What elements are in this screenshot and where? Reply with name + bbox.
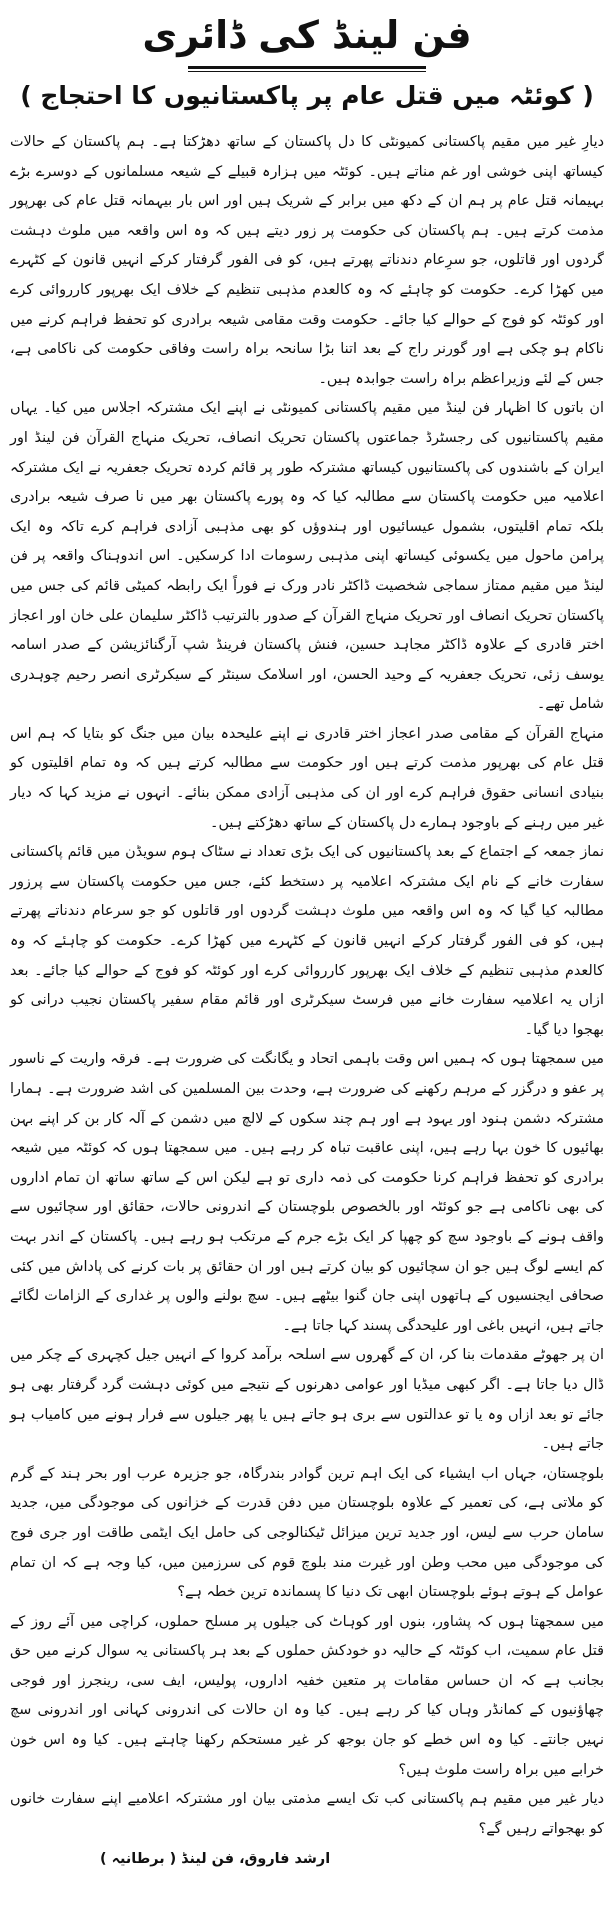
paragraph-3: منہاج القرآن کے مقامی صدر اعجاز اختر قادری نے اپنے علیحدہ بیان میں جنگ کو بتایا کہ ہم اس قتل عام کی بھرپور مذمت کرتے ہیں اور حکومت سے مطالبہ کرتے ہیں کہ وہ تمام اقلیتوں کو بنیادی انسانی حقوق فراہم کرے اور ان کی مذہبی آزادی ممکن بنائے۔ انہوں نے مزید کہا کہ دیار غیر میں رہنے کے باوجود ہمارے دل پاکستان کے ساتھ دھڑکتے ہیں۔ bbox=[10, 725, 604, 831]
paragraph-7: بلوچستان، جہاں اب ایشیاء کی ایک اہم ترین گوادر بندرگاہ، جو جزیرہ عرب اور بحر ہند کے گرم کو ملاتی ہے، کی تعمیر کے علاوہ بلوچستان میں دفن قدرت کے خزانوں کی موجودگی میں، جدید سامان حرب سے لیس، اور جدید ترین میزائل ٹیکنالوجی کی حامل ایک ایٹمی طاقت اور جری فوج کی موجودگی میں محب وطن اور غیرت مند بلوچ قوم کی سرزمین میں، کیا وجہ ہے کہ ان تمام عوامل کے ہوتے ہوئے بلوچستان ابھی تک دنیا کا پسماندہ ترین خطہ ہے؟ bbox=[10, 1465, 604, 1601]
article-body bbox=[10, 128, 604, 1844]
article-headline: ( کوئٹہ میں قتل عام پر پاکستانیوں کا احتجاج ) bbox=[20, 81, 594, 110]
paragraph-4: نماز جمعہ کے اجتماع کے بعد پاکستانیوں کی ایک بڑی تعداد نے سٹاک ہوم سویڈن میں قائم پاکستانی سفارت خانے کے نام ایک مشترکہ اعلامیہ پر دستخط کئے، جس میں حکومت پاکستان سے پرزور مطالبہ کیا گیا کہ وہ اس واقعہ میں ملوث دہشت گردوں اور قاتلوں کو جو سرعام دندناتے پھرتے ہیں، کو فی الفور گرفتار کرکے انہیں قانون کے کٹہرے میں کھڑا کرے۔ حکومت کو چاہئے کہ وہ کالعدم مذہبی تنظیم کے خلاف ایک بھرپور کارروائی کرے اور کوئٹہ کو فوج کے حوالے کیا جائے۔ بعد ازاں یہ اعلامیہ سفارت خانے میں فرسٹ سیکرٹری اور قائم مقام سفیر پاکستان نجیب درانی کو بھجوا دیا گیا۔ bbox=[10, 844, 604, 1038]
paragraph-9: دیار غیر میں مقیم ہم پاکستانی کب تک ایسے مذمتی بیان اور مشترکہ اعلامیے اپنے سفارت خانوں کو بھجواتے رہیں گے؟ bbox=[10, 1791, 604, 1837]
column-title: فن لینڈ کی ڈائری bbox=[142, 13, 472, 57]
paragraph-2: ان باتوں کا اظہار فن لینڈ میں مقیم پاکستانی کمیونٹی نے اپنے ایک مشترکہ اجلاس میں کیا۔ یہاں مقیم پاکستانیوں کی رجسٹرڈ جماعتوں پاکستان تحریک انصاف، تحریک منہاج القرآن فن لینڈ اور ایران کے باشندوں کی پاکستانیوں کیساتھ مشترکہ طور پر قائم کردہ تحریک جعفریہ نے ایک مشترکہ اعلامیہ میں حکومت پاکستان سے مطالبہ کیا کہ وہ پورے پاکستان بھر میں نا صرف شیعہ برادری بلکہ تمام اقلیتوں، بشمول عیسائیوں اور ہندوؤں کو بھی مذہبی آزادی فراہم کرے تاکہ وہ ایک پرامن ماحول میں یکسوئی کیساتھ اپنی مذہبی رسومات ادا کرسکیں۔ اس اندوہناک واقعہ پر فن لینڈ میں مقیم ممتاز سماجی شخصیت ڈاکٹر نادر ورک نے فوراً ایک رابطہ کمیٹی قائم کی جس میں پاکستان تحریک انصاف اور تحریک منہاج القرآن کے صدور بالترتیب ڈاکٹر سلیمان علی خان اور اعجاز اختر قادری کے علاوہ ڈاکٹر مجاہد حسین، فنش پاکستان فرینڈ شپ آرگنائزیشن کے صدر اسامہ یوسف زئی، تحریک جعفریہ کے وحید الحسن، اور اسلامک سینٹر کے سیکرٹری انصر رحیم چوہدری شامل تھے۔ bbox=[10, 400, 604, 713]
masthead bbox=[10, 6, 604, 76]
title-underline-thin bbox=[188, 71, 426, 72]
paragraph-1: دیارِ غیر میں مقیم پاکستانی کمیونٹی کا دل پاکستان کے ساتھ دھڑکتا ہے۔ ہم پاکستان کے حالات کیساتھ اپنی خوشی اور غم مناتے ہیں۔ کوئٹہ میں ہزارہ قبیلے کے شیعہ مسلمانوں کے دوسرے بڑے بہیمانہ قتل عام پر ہم ان کے دکھ میں برابر کے شریک ہیں اور اس بار بیہمانہ قتل عام کی بھرپور مذمت کرتے ہیں۔ ہم پاکستان کی حکومت پر زور دیتے ہیں کہ وہ اس واقعہ میں ملوث دہشت گردوں اور قاتلوں، جو سرِعام دندناتے پھرتے ہیں، کو فی الفور گرفتار کرکے انہیں قانون کے کٹہرے میں کھڑا کرے۔ حکومت کو چاہئے کہ وہ کالعدم مذہبی تنظیم کے خلاف ایک بھرپور کارروائی کرے اور کوئٹہ کو فوج کے حوالے کیا جائے۔ حکومت وقت مقامی شیعہ برادری کو تحفظ فراہم کرنے میں ناکام ہو چکی ہے اور گورنر راج کے بعد اتنا بڑا سانحہ براہ راست وفاقی حکومت کی ناکامی ہے، جس کے لئے وزیراعظم براہ راست جوابدہ ہیں۔ bbox=[10, 134, 604, 387]
title-underline bbox=[188, 66, 426, 69]
paragraph-5: میں سمجھتا ہوں کہ ہمیں اس وقت باہمی اتحاد و یگانگت کی ضرورت ہے۔ فرقہ واریت کے ناسور پر عفو و درگزر کے مرہم رکھنے کی ضرورت ہے، وحدت بین المسلمین کی اشد ضرورت ہے۔ ہمارا مشترکہ دشمن ہنود اور یہود ہے اور ہم چند سکوں کے لالچ میں دشمن کے آلہ کار بن کر اپنے بہن بھائیوں کا خون بہا رہے ہیں، اپنی عاقبت تباہ کر رہے ہیں۔ میں سمجھتا ہوں کہ کوئٹہ میں شیعہ برادری کو تحفظ فراہم کرنا حکومت کی ذمہ داری تو ہے لیکن اس کے ساتھ ساتھ ان تمام اداروں کی بھی ناکامی ہے جو کوئٹہ اور بالخصوص بلوچستان کے اندرونی حالات، حقائق اور سچائیوں سے واقف ہونے کے باوجود سچ کو چھپا کر ایک بڑے جرم کے مرتکب ہو رہے ہیں۔ پاکستان کے اندر بہت کم ایسے لوگ ہیں جو ان سچائیوں کو بیان کرتے ہیں اور ان حقائق پر بات کرنے کی پاداش میں کئی صحافی ایجنسیوں کے ہاتھوں اپنی جان گنوا بیٹھے ہیں۔ سچ بولنے والوں پر غداری کے الزامات لگائے جاتے ہیں، انہیں باغی اور علیحدگی پسند کہا جاتا ہے۔ bbox=[10, 1051, 604, 1334]
paragraph-6: ان پر جھوٹے مقدمات بنا کر، ان کے گھروں سے اسلحہ برآمد کروا کے انہیں جیل کچہری کے چکر میں ڈال دیا جاتا ہے۔ اگر کبھی میڈیا اور عوامی دھرنوں کے نتیجے میں کوئی دہشت گرد گرفتار بھی ہو جائے تو بعد ازاں وہ یا تو عدالتوں سے بری ہو جاتے ہیں یا پھر جیلوں سے فرار ہونے میں کامیاب ہو جاتے ہیں۔ bbox=[10, 1347, 604, 1453]
paragraph-8: میں سمجھتا ہوں کہ پشاور، بنوں اور کوہاٹ کی جیلوں پر مسلح حملوں، کراچی میں آئے روز کے قتل عام سمیت، اب کوئٹہ کے حالیہ دو خودکش حملوں کے بعد ہر پاکستانی یہ سوال کرنے میں حق بجانب ہے کہ ان حساس مقامات پر متعین خفیہ اداروں، پولیس، ایف سی، رینجرز اور فوجی چھاؤنیوں کے کمانڈر وہاں کیا کر رہے ہیں۔ کیا وہ ان حالات کی اندرونی کہانی اور اندرونی سچ نہیں جانتے۔ کیا وہ اس خطے کو جان بوجھ کر غیر مستحکم رکھنا چاہتے ہیں۔ کیا وہ اس خون خرابے میں براہ راست ملوث ہیں؟ bbox=[10, 1613, 604, 1778]
author-signature: ارشد فاروق، فن لینڈ ( برطانیہ ) bbox=[100, 1851, 331, 1868]
